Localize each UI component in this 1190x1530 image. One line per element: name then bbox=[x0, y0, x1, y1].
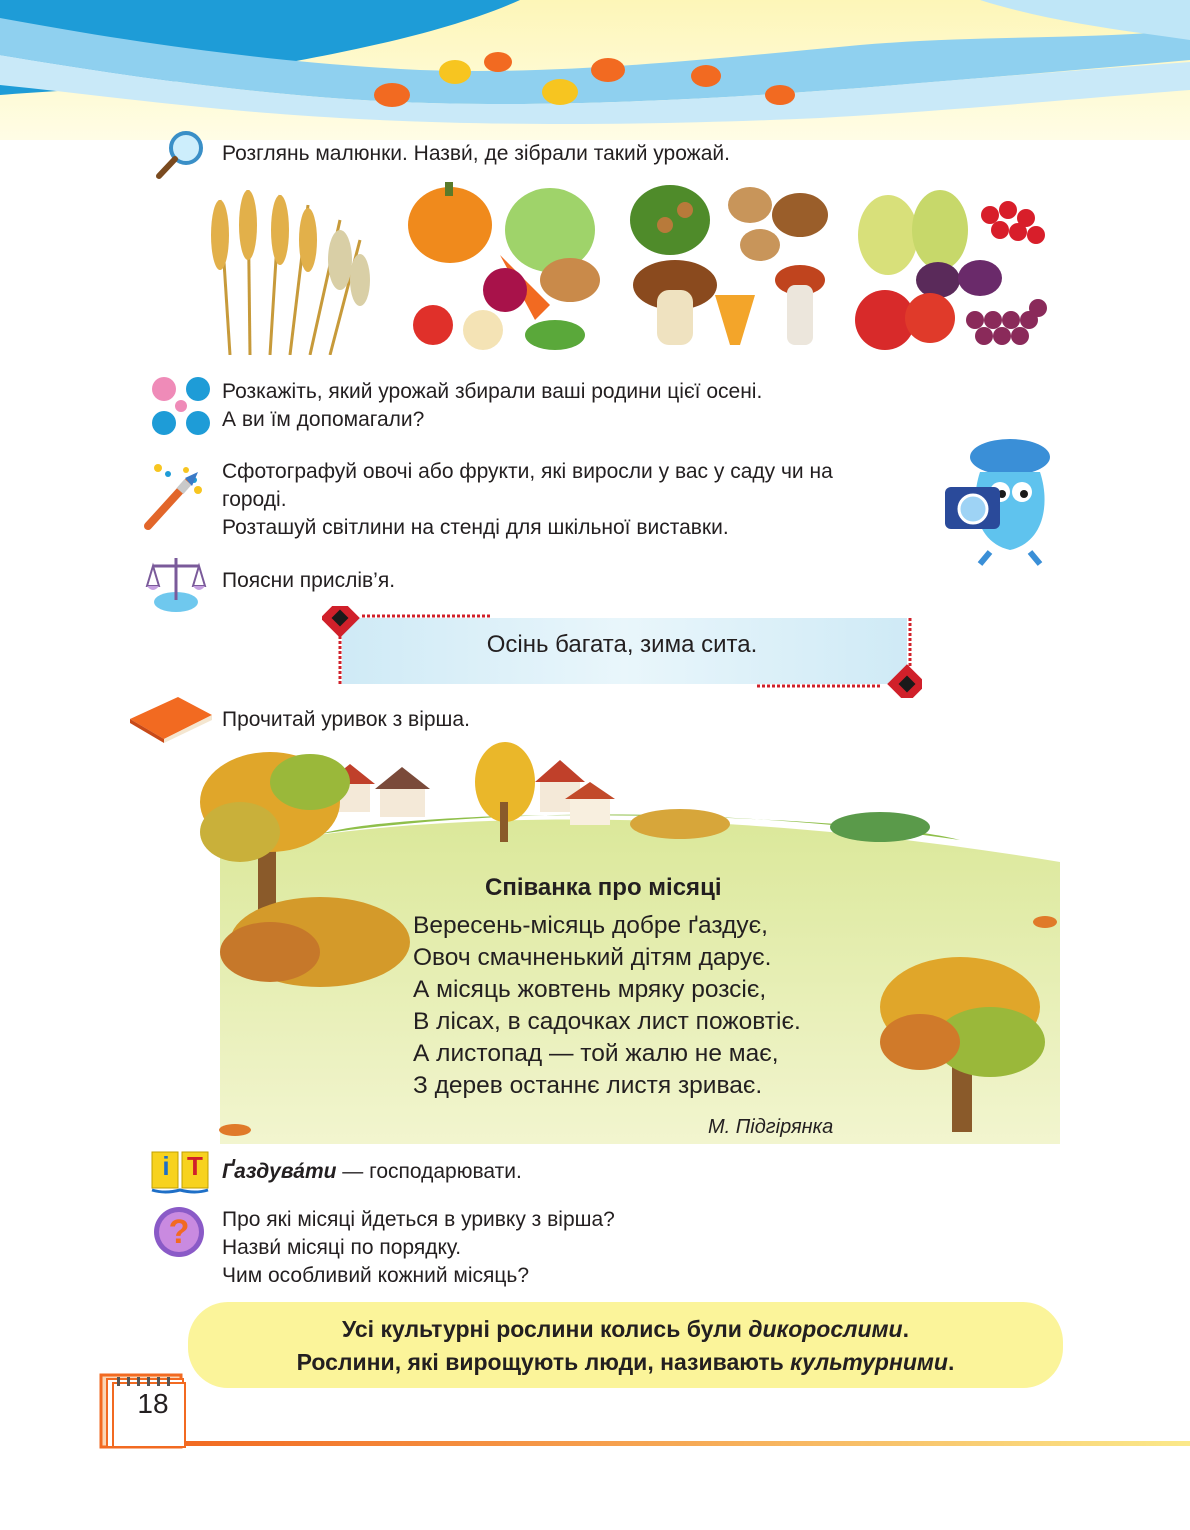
poem-line: Вересень-місяць добре ґаздує, bbox=[413, 912, 768, 939]
question-line: Назви́ місяці по порядку. bbox=[222, 1236, 462, 1259]
footer-decoration bbox=[95, 1365, 1190, 1475]
harvest-images bbox=[190, 180, 1070, 355]
question-line: Чим особливий кожний місяць? bbox=[222, 1264, 530, 1287]
poem-author: М. Підгірянка bbox=[708, 1116, 834, 1138]
poem-line: А місяць жовтень мряку розсіє, bbox=[413, 976, 767, 1003]
rule-text: Усі культурні рослини колись були bbox=[342, 1316, 749, 1342]
task-explain-text: Поясни прислів’я. bbox=[222, 569, 396, 592]
proverb-box bbox=[322, 606, 922, 698]
poem-illustration bbox=[200, 742, 1070, 1144]
task-discuss-line: Розкажіть, який урожай збирали ваші родини цієї осені. bbox=[222, 380, 763, 403]
poem-line: Овоч смачненький дітям дарує. bbox=[413, 944, 772, 971]
task-discuss-text bbox=[222, 378, 762, 434]
task-create-line: Сфотографуй овочі або фрукти, які виросли у вас у саду чи на bbox=[222, 460, 833, 483]
questions-text bbox=[222, 1206, 615, 1290]
task-create-line: городі. bbox=[222, 488, 287, 511]
scales-icon bbox=[145, 552, 207, 614]
task-read-text: Прочитай уривок з вірша. bbox=[222, 708, 470, 731]
poem-line: А листопад — той жалю не має, bbox=[413, 1040, 779, 1067]
glossary-book-icon bbox=[150, 1150, 210, 1194]
group-discussion-icon bbox=[148, 373, 214, 439]
fruits-image bbox=[850, 180, 1065, 355]
poem-line: В лісах, в садочках лист пожовтіє. bbox=[413, 1008, 801, 1035]
question-icon bbox=[152, 1205, 206, 1259]
glossary-icon-letter: Т bbox=[187, 1151, 203, 1181]
book-icon bbox=[130, 693, 212, 743]
rule-term: дикорослими bbox=[748, 1316, 903, 1342]
poem-line: З дерев останнє листя зриває. bbox=[413, 1072, 763, 1099]
paintbrush-icon bbox=[138, 460, 208, 532]
magnifier-icon bbox=[155, 128, 207, 180]
glossary-definition: — господарювати. bbox=[336, 1160, 522, 1183]
proverb-text: Осінь багата, зима сита. bbox=[486, 631, 758, 658]
question-icon-symbol: ? bbox=[168, 1213, 190, 1251]
nuts-mushrooms-image bbox=[625, 180, 835, 355]
page-number: 18 bbox=[137, 1388, 169, 1419]
task-create-text bbox=[222, 458, 833, 542]
rule-text: . bbox=[902, 1316, 909, 1342]
mascot-camera-illustration bbox=[940, 432, 1065, 567]
poem-body bbox=[413, 910, 801, 1102]
task-create-line: Розташуй світлини на стенді для шкільної виставки. bbox=[222, 516, 729, 539]
poem-title: Співанка про місяці bbox=[485, 874, 722, 901]
rule-text: Рослини, які вирощують люди, називають bbox=[296, 1349, 791, 1375]
glossary-icon-letter: і bbox=[162, 1151, 170, 1181]
rule-text: . bbox=[947, 1349, 955, 1375]
question-line: Про які місяці йдеться в уривку з вірша? bbox=[222, 1208, 615, 1231]
rule-line-1 bbox=[188, 1302, 1063, 1346]
rule-term: культурними bbox=[790, 1349, 948, 1375]
task-look-text: Розглянь малюнки. Назви́, де зібрали такий урожай. bbox=[222, 142, 730, 165]
task-discuss-line: А ви їм допомагали? bbox=[222, 408, 425, 431]
glossary-term: Ґаздува́ти bbox=[222, 1160, 337, 1183]
vegetables-image bbox=[405, 180, 615, 355]
wheat-image bbox=[190, 180, 380, 355]
header-banner bbox=[0, 0, 1190, 140]
glossary-entry bbox=[222, 1158, 522, 1186]
